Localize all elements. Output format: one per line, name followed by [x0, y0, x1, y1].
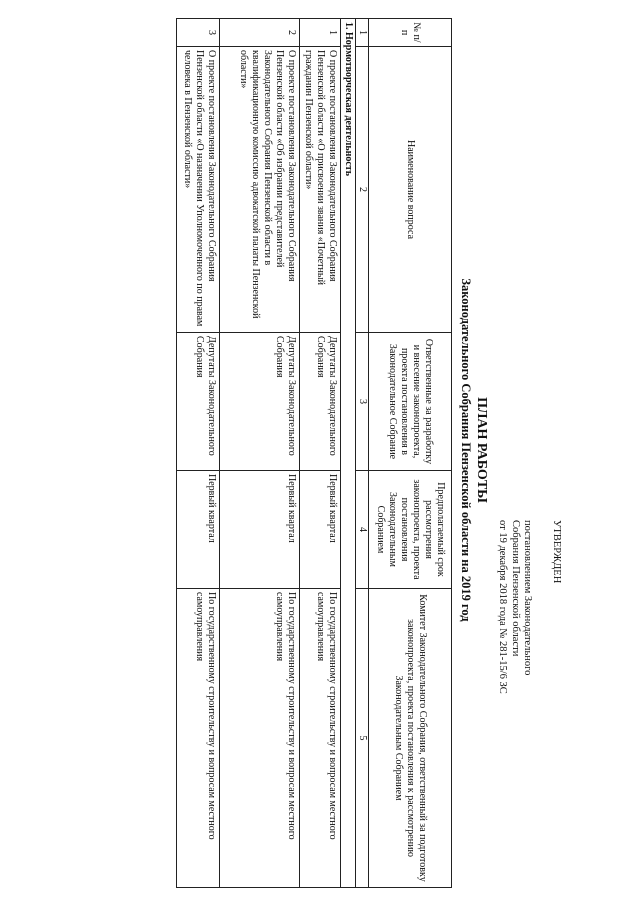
row-number: 3	[177, 19, 220, 47]
row-question: О проекте постановления Законодательного Собрания Пензенской области «О назначении Уполномоченного по правам человека в Пензенской области»	[177, 47, 220, 333]
section-row	[341, 19, 356, 888]
row-number: 2	[220, 19, 300, 47]
row-question: О проекте постановления Законодательного Собрания Пензенской области «Об избрании представителей Законодательного Собрания Пензенской области в квалификационную комиссию адвокатской палаты Пензенской области»	[220, 47, 300, 333]
row-term: Первый квартал	[177, 471, 220, 589]
approval-line: от 19 декабря 2018 года № 281-15/6 ЗС	[497, 520, 509, 694]
header-term: Предполагаемый срок рассмотрения законопроекта, проекта постановления Законодательным Собранием	[369, 471, 452, 589]
row-term: Первый квартал	[300, 471, 341, 589]
row-responsible: Депутаты Законодательного Собрания	[300, 333, 341, 471]
title-main: ПЛАН РАБОТЫ	[474, 397, 489, 503]
column-number: 5	[356, 589, 369, 888]
column-number: 1	[356, 19, 369, 47]
table-row	[220, 19, 300, 888]
row-committee: По государственному строительству и вопросам местного самоуправления	[300, 589, 341, 888]
approval-line: Собрания Пензенской области	[510, 520, 521, 657]
row-responsible: Депутаты Законодательного Собрания	[177, 333, 220, 471]
row-number: 1	[300, 19, 341, 47]
approval-line: постановлением Законодательного	[522, 520, 534, 676]
header-number: № п/п	[369, 19, 452, 47]
approval-heading: УТВЕРЖДЕН	[551, 520, 562, 584]
title-sub: Законодательного Собрания Пензенской области на 2019 год	[459, 278, 473, 622]
row-question: О проекте постановления Законодательного Собрания Пензенской области «О присвоении звания «Почетный гражданин Пензенской области»	[300, 47, 341, 333]
row-committee: По государственному строительству и вопросам местного самоуправления	[177, 589, 220, 888]
header-responsible: Ответственные за разработку и внесение законопроекта, проекта постановления в Законодательное Собрание	[369, 333, 452, 471]
header-committee: Комитет Законодательного Собрания, ответственный за подготовку законопроекта, проекта постановления к рассмотрению Законодательным Собранием	[369, 589, 452, 888]
row-responsible: Депутаты Законодательного Собрания	[220, 333, 300, 471]
table-row	[177, 19, 220, 888]
table-header-row	[369, 19, 452, 888]
column-number: 4	[356, 471, 369, 589]
column-number-row	[356, 19, 369, 888]
column-number: 2	[356, 47, 369, 333]
header-question: Наименование вопроса	[369, 47, 452, 333]
document-title	[458, 20, 489, 880]
row-committee: По государственному строительству и вопросам местного самоуправления	[220, 589, 300, 888]
table-row	[300, 19, 341, 888]
column-number: 3	[356, 333, 369, 471]
approval-block	[496, 520, 562, 850]
plan-table	[176, 18, 452, 888]
row-term: Первый квартал	[220, 471, 300, 589]
section-title: 1. Нормотворческая деятельность	[341, 19, 356, 888]
